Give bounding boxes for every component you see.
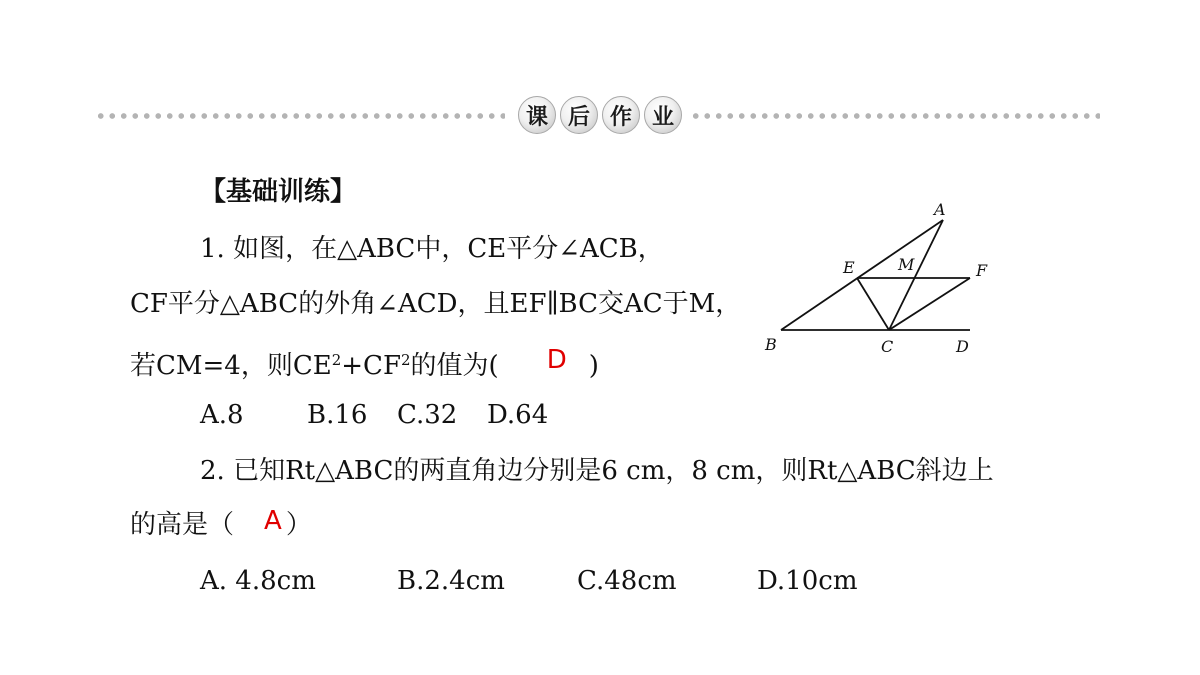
q2-line1: 2. 已知Rt△ABC的两直角边分别是6 cm，8 cm，则Rt△ABC斜边上: [200, 456, 994, 486]
q1-answer: D: [546, 345, 567, 375]
segment-ba: [781, 220, 943, 330]
q1-line3-prefix: 若CM=4，则CE: [130, 351, 332, 381]
header-badge: 作: [602, 96, 640, 134]
q2-option-c: C.48cm: [577, 566, 677, 596]
segment-ec: [857, 278, 889, 330]
triangle-figure: [755, 195, 1000, 365]
q2-option-d: D.10cm: [757, 566, 858, 596]
q2-close-paren: ）: [285, 510, 312, 540]
q2-option-a: A. 4.8cm: [200, 566, 316, 596]
label-f: F: [976, 261, 988, 280]
label-a: A: [934, 200, 946, 219]
header-badge: 业: [644, 96, 682, 134]
q1-close-paren: ): [588, 351, 599, 381]
q1-superscript: 2: [331, 351, 342, 369]
label-d: D: [956, 337, 969, 356]
q1-option-b: B.16: [307, 400, 368, 430]
label-e: E: [843, 258, 855, 277]
q1-option-a: A.8: [200, 400, 244, 430]
label-m: M: [898, 255, 915, 274]
q1-option-c: C.32: [397, 400, 458, 430]
q2-answer: A: [264, 506, 282, 536]
q2-line2-prefix: 的高是（: [130, 510, 235, 540]
label-c: C: [881, 337, 894, 356]
dotted-divider-right: [690, 113, 1100, 119]
q1-line3-mid: +CF: [341, 351, 401, 381]
header-badge: 后: [560, 96, 598, 134]
header-badge: 课: [518, 96, 556, 134]
q1-line2: CF平分△ABC的外角∠ACD，且EF∥BC交AC于M，: [130, 289, 742, 319]
label-b: B: [765, 335, 777, 354]
q1-line3-suffix: 的值为(: [410, 351, 499, 381]
section-title: 【基础训练】: [200, 177, 357, 207]
q2-option-b: B.2.4cm: [397, 566, 505, 596]
dotted-divider-left: [95, 113, 505, 119]
q2-line2: [130, 508, 312, 542]
homework-header: [518, 96, 682, 134]
q1-line1: 1. 如图，在△ABC中，CE平分∠ACB，: [200, 234, 664, 264]
q1-option-d: D.64: [487, 400, 549, 430]
q1-superscript: 2: [400, 351, 411, 369]
q1-line3: [130, 343, 599, 383]
